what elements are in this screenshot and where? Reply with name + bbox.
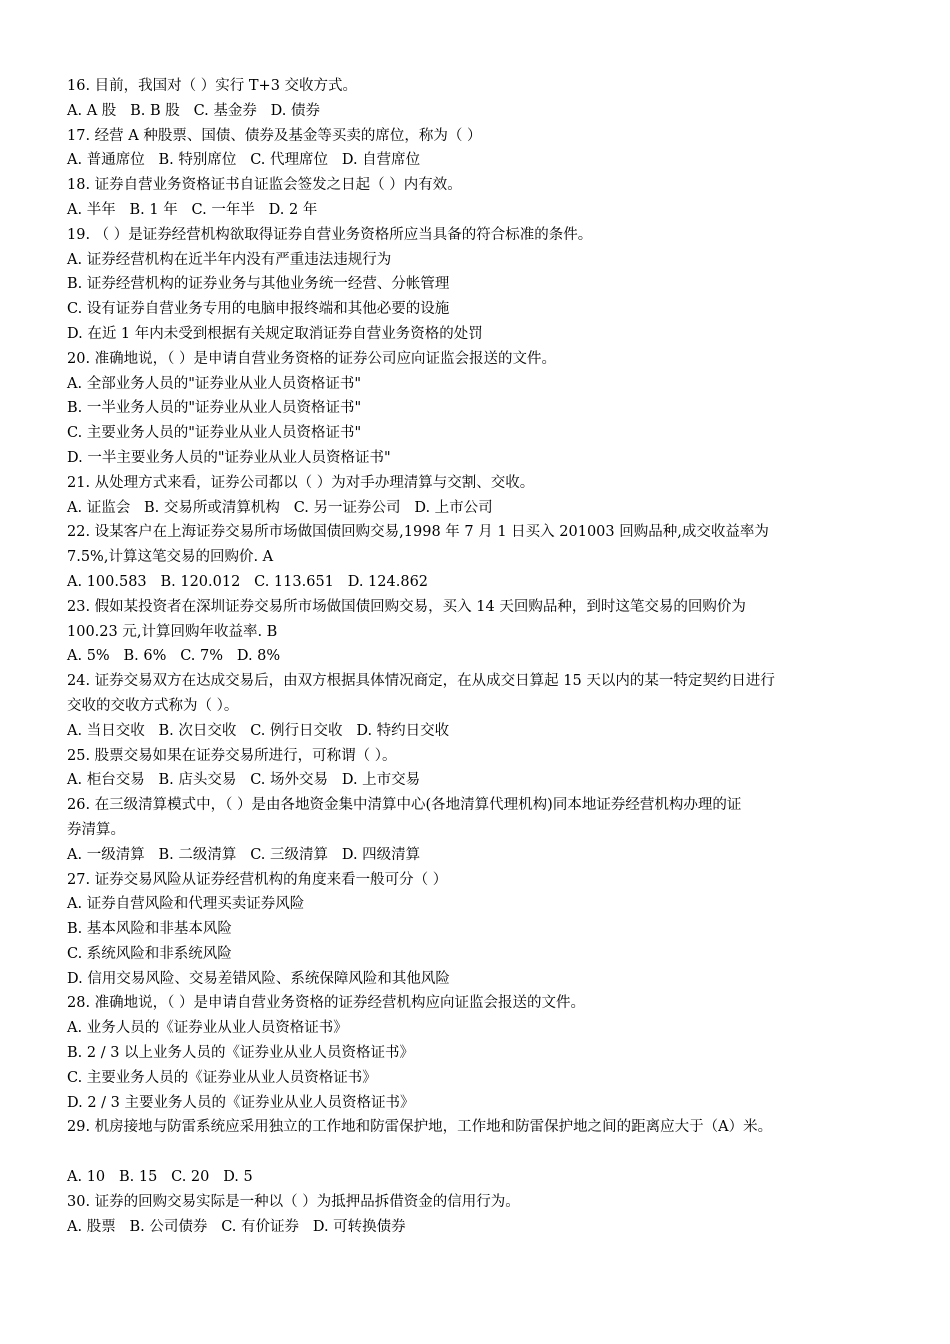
- text-line: 24. 证券交易双方在达成交易后，由双方根据具体情况商定，在从成交日算起 15 天以内的某一特定契约日进行: [67, 673, 775, 690]
- text-line: A. 股票 B. 公司债券 C. 有价证券 D. 可转换债券: [67, 1218, 406, 1235]
- text-line: 券清算。: [67, 821, 125, 838]
- blank-line: [67, 1140, 887, 1165]
- text-line: 26. 在三级清算模式中，（ ）是由各地资金集中清算中心(各地清算代理机构)同本地证券经营机构办理的证: [67, 797, 742, 814]
- text-line: A. 证券经营机构在近半年内没有严重违法违规行为: [67, 251, 392, 268]
- text-line: D. 一半主要业务人员的"证券业从业人员资格证书": [67, 449, 391, 466]
- text-line: 27. 证券交易风险从证券经营机构的角度来看一般可分（ ）: [67, 871, 448, 888]
- text-line: 17. 经营 A 种股票、国债、债券及基金等买卖的席位，称为（ ）: [67, 127, 482, 144]
- text-line: C. 系统风险和非系统风险: [67, 945, 232, 962]
- text-line: 22. 设某客户在上海证券交易所市场做国债回购交易,1998 年 7 月 1 日买入 201003 回购品种,成交收益率为: [67, 524, 769, 541]
- text-line: A. 全部业务人员的"证券业从业人员资格证书": [67, 375, 362, 392]
- text-line: 25. 股票交易如果在证券交易所进行，可称谓（ ）。: [67, 747, 397, 764]
- text-line: A. 一级清算 B. 二级清算 C. 三级清算 D. 四级清算: [67, 846, 421, 863]
- text-line: A. 半年 B. 1 年 C. 一年半 D. 2 年: [67, 201, 318, 218]
- text-line: A. 柜台交易 B. 店头交易 C. 场外交易 D. 上市交易: [67, 772, 421, 789]
- text-line: 28. 准确地说，（ ）是申请自营业务资格的证券经营机构应向证监会报送的文件。: [67, 995, 586, 1012]
- text-line: C. 主要业务人员的"证券业从业人员资格证书": [67, 425, 362, 442]
- text-line: 30. 证券的回购交易实际是一种以（ ）为抵押品拆借资金的信用行为。: [67, 1193, 520, 1210]
- document-body: [67, 74, 887, 1239]
- text-line: A. 证监会 B. 交易所或清算机构 C. 另一证券公司 D. 上市公司: [67, 499, 493, 516]
- text-line: 23. 假如某投资者在深圳证券交易所市场做国债回购交易，买入 14 天回购品种，到时这笔交易的回购价为: [67, 598, 746, 615]
- text-line: A. 业务人员的《证券业从业人员资格证书》: [67, 1020, 348, 1037]
- text-line: C. 设有证券自营业务专用的电脑申报终端和其他必要的设施: [67, 301, 450, 318]
- text-line: A. A 股 B. B 股 C. 基金券 D. 债券: [67, 102, 321, 119]
- text-line: A. 10 B. 15 C. 20 D. 5: [67, 1169, 253, 1186]
- text-line: C. 主要业务人员的《证券业从业人员资格证书》: [67, 1069, 377, 1086]
- text-line: D. 2 / 3 主要业务人员的《证券业从业人员资格证书》: [67, 1094, 415, 1111]
- text-line: 19. （ ）是证券经营机构欲取得证券自营业务资格所应当具备的符合标准的条件。: [67, 226, 593, 243]
- text-line: D. 信用交易风险、交易差错风险、系统保障风险和其他风险: [67, 970, 450, 987]
- text-line: D. 在近 1 年内未受到根据有关规定取消证券自营业务资格的处罚: [67, 325, 483, 342]
- text-line: B. 基本风险和非基本风险: [67, 921, 232, 938]
- text-line: A. 100.583 B. 120.012 C. 113.651 D. 124.862: [67, 573, 429, 590]
- text-line: A. 当日交收 B. 次日交收 C. 例行日交收 D. 特约日交收: [67, 722, 450, 739]
- text-line: B. 证券经营机构的证券业务与其他业务统一经营、分帐管理: [67, 276, 450, 293]
- text-line: 100.23 元,计算回购年收益率. B: [67, 623, 278, 640]
- text-line: 18. 证券自营业务资格证书自证监会签发之日起（ ）内有效。: [67, 177, 462, 194]
- text-line: A. 证券自营风险和代理买卖证券风险: [67, 896, 305, 913]
- text-line: 7.5%,计算这笔交易的回购价. A: [67, 549, 274, 566]
- text-line: 16. 目前，我国对（ ）实行 T+3 交收方式。: [67, 78, 358, 94]
- text-line: B. 2 / 3 以上业务人员的《证券业从业人员资格证书》: [67, 1045, 415, 1062]
- text-line: 20. 准确地说，（ ）是申请自营业务资格的证券公司应向证监会报送的文件。: [67, 350, 557, 367]
- text-line: A. 普通席位 B. 特别席位 C. 代理席位 D. 自营席位: [67, 152, 421, 169]
- text-line: A. 5% B. 6% C. 7% D. 8%: [67, 648, 281, 665]
- text-line: 29. 机房接地与防雷系统应采用独立的工作地和防雷保护地，工作地和防雷保护地之间的距离应大于（A）米。: [67, 1119, 773, 1136]
- text-line: 交收的交收方式称为（ ）。: [67, 697, 239, 714]
- text-line: B. 一半业务人员的"证券业从业人员资格证书": [67, 400, 362, 417]
- text-line: 21. 从处理方式来看，证券公司都以（ ）为对手办理清算与交割、交收。: [67, 474, 535, 491]
